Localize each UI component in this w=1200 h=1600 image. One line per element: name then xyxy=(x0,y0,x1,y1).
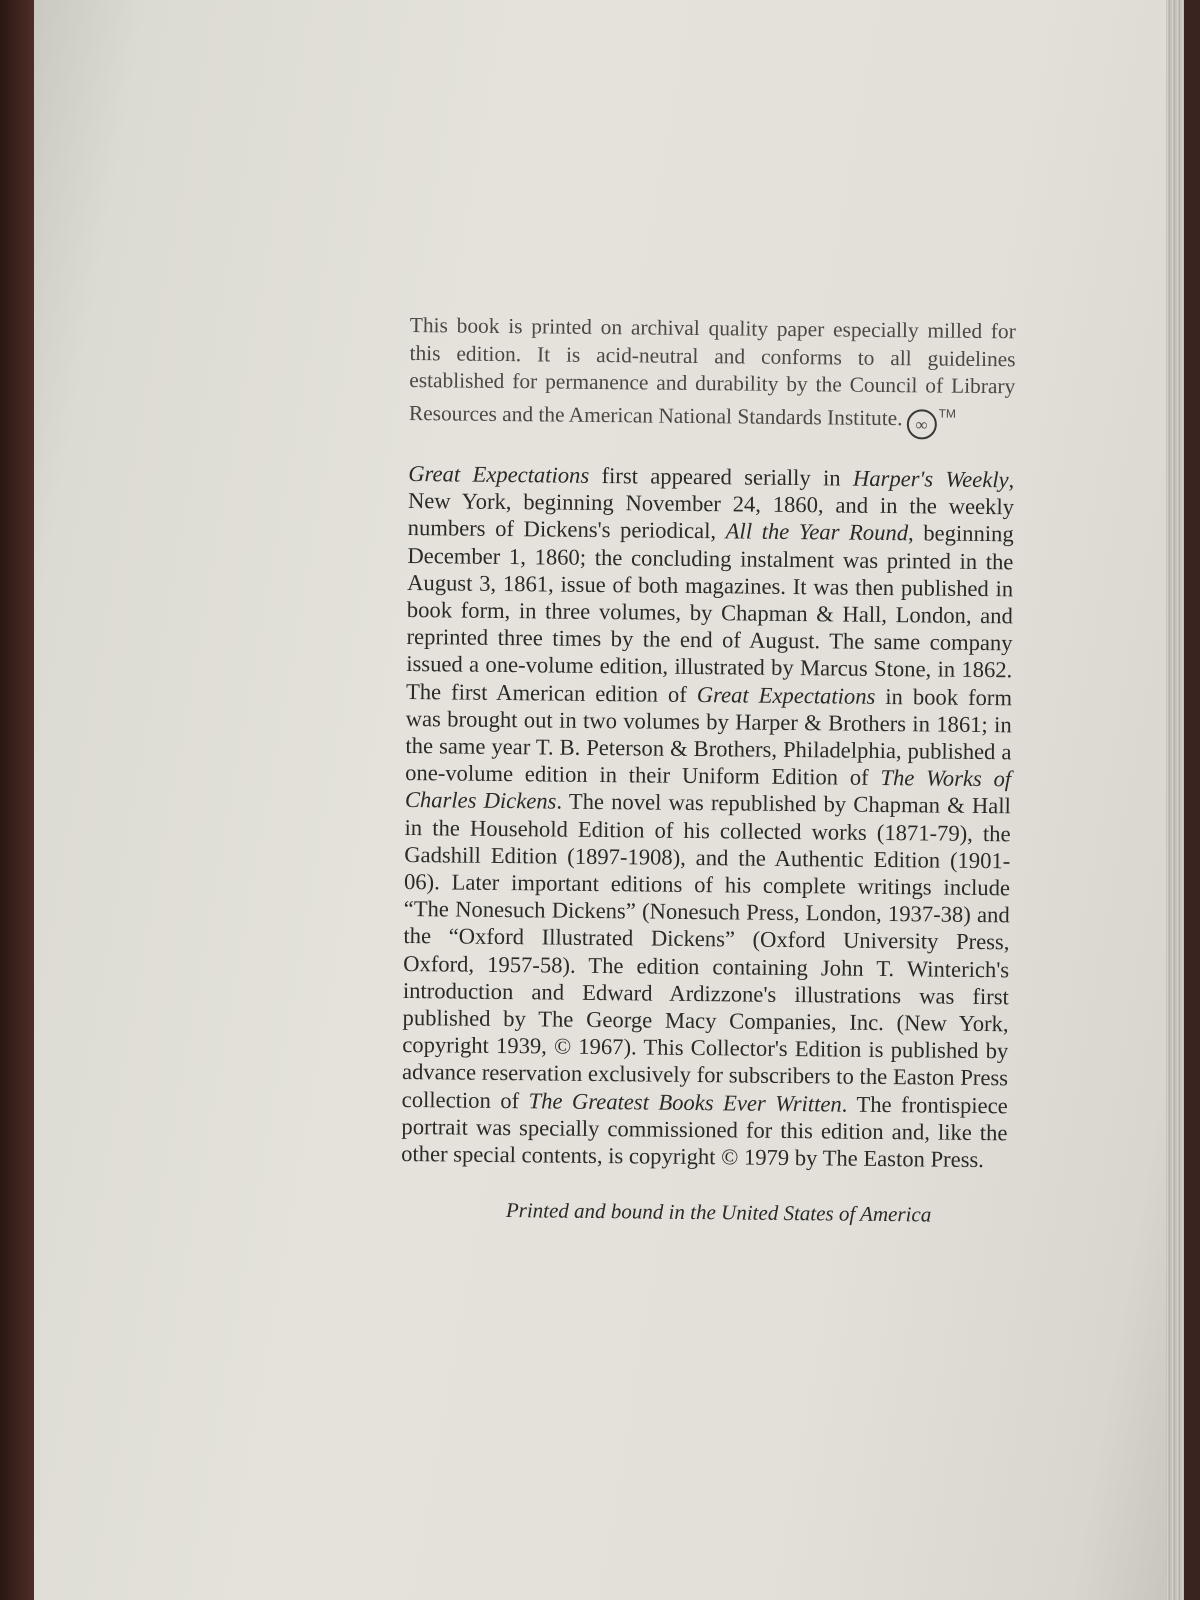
history-text: . The frontispiece portrait was specially commissioned for this edition and, like the other special contents, is copyright © 1979 by The Easton Press. xyxy=(401,1091,1008,1173)
magazine-title: All the Year Round xyxy=(725,518,909,546)
publication-history xyxy=(401,460,1014,1174)
book-title: Great Expectations xyxy=(408,460,590,488)
magazine-title: Harper's Weekly xyxy=(852,465,1009,493)
trademark-mark: TM xyxy=(938,406,957,421)
book-title: Great Expectations xyxy=(696,681,876,709)
page-edges xyxy=(1166,0,1184,1600)
history-text: first appeared serially in xyxy=(589,462,854,491)
archival-paper-notice xyxy=(409,312,1016,440)
collection-title: The Greatest Books Ever Written xyxy=(528,1087,842,1117)
history-text: . The novel was republished by Chapman & Hall in the Household Edition of his collected works (1871-79), the Gadshill Edition (1897-1908), and the Authentic Edition (1901-06). Later important editions of his complete writings include “The Nonesuch Dickens” (Nonesuch Press, London, 1937-38) and the “Oxford Illustrated Dickens” (Oxford University Press, Oxford, 1957-58). The edition containing John T. Winterich's introduction and Edward Ardizzone's illustrations was first published by The George Macy Companies, Inc. (New York, copyright 1939, © 1967). This Collector's Edition is published by advance reservation exclusively for subscribers to the Easton Press collection of xyxy=(401,788,1011,1113)
copyright-page xyxy=(34,0,1184,1600)
history-text: in book form was brought out in two volumes by Harper & Brothers in 1861; in the same year T. B. Peterson & Brothers, Philadelphia, published a one-volume edition in their Uniform Edition of xyxy=(405,683,1013,791)
history-text: , beginning December 1, 1860; the concluding instalment was printed in the August 3, 1861, issue of both magazines. It was then published in book form, in three volumes, by Chapman & Hall, London, and reprinted three times by the end of August. The same company issued a one-volume edition, illustrated by Marcus Stone, in 1862. The first American edition of xyxy=(405,520,1014,707)
history-text: , New York, beginning November 24, 1860, and in the weekly numbers of Dickens's periodical, xyxy=(407,467,1015,544)
ansi-infinity-icon: ∞ xyxy=(906,409,936,439)
series-title: The Works of Charles Dickens xyxy=(404,765,1012,814)
copyright-text-block xyxy=(400,312,1015,1229)
archival-paper-text: This book is printed on archival quality paper especially milled for this edition. It is acid-neutral and conforms to all guidelines established for permanence and durability by the Council of Library Resources and the American National Standards Institute. xyxy=(408,312,1016,430)
printed-in-usa-line: Printed and bound in the United States of America xyxy=(505,1198,932,1227)
